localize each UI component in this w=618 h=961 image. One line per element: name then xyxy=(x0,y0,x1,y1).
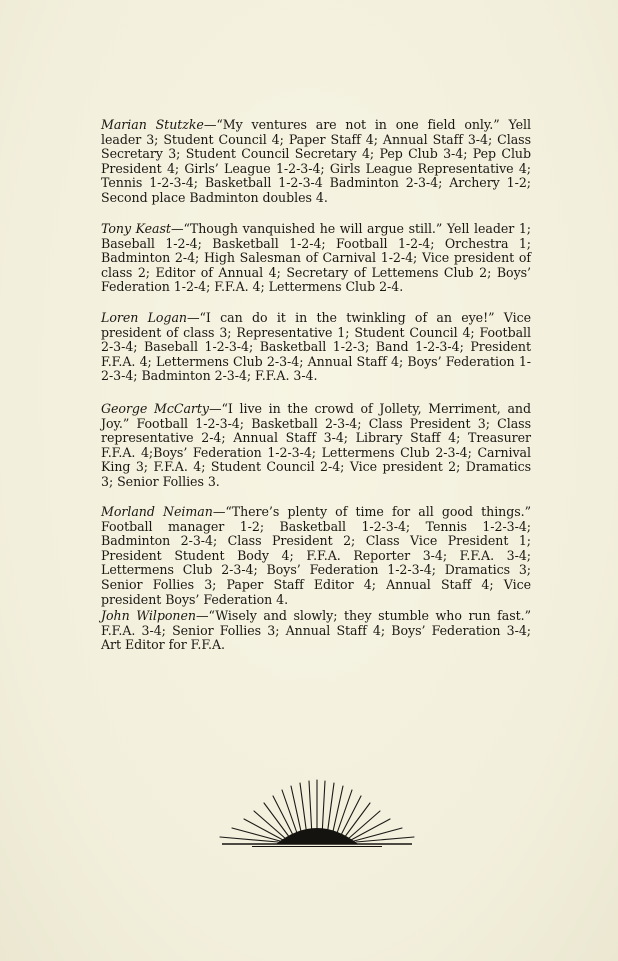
entry-body xyxy=(101,402,531,490)
senior-entry-morland-neiman xyxy=(101,505,531,607)
senior-description: —“My ventures are not in one field only.” Yell leader 3; Student Council 4; Paper Staff 4; Annual Staff 3-4; Class Secretary 3; Student Council Secretary 4; Pep Club 3-4; Pep Club President 4; Girls’ League 1-2-3-4; Girls League Representative 4; Tennis 1-2-3-4; Basketball 1-2-3-4 Badminton 2-3-4; Archery 1-2; Second place Badminton doubles 4. xyxy=(101,117,531,205)
senior-description: —“I can do it in the twinkling of an eye!” Vice president of class 3; Representative 1; Student Council 4; Football 2-3-4; Baseball 1-2-3-4; Basketball 1-2-3; Band 1-2-3-4; President F.F.A. 4; Lettermens Club 2-3-4; Annual Staff 4; Boys’ Federation 1-2-3-4; Badminton 2-3-4; F.F.A. 3-4. xyxy=(101,310,531,384)
senior-description: —“There’s plenty of time for all good things.” Football manager 1-2; Basketball 1-2-3-4; Tennis 1-2-3-4; Badminton 2-3-4; Class President 2; Class Vice President 1; President Student Body 4; F.F.A. Reporter 3-4; F.F.A. 3-4; Lettermens Club 2-3-4; Boys’ Federation 1-2-3-4; Dramatics 3; Senior Follies 3; Paper Staff Editor 4; Annual Staff 4; Vice president Boys’ Federation 4. xyxy=(101,504,532,607)
senior-description: —“Though vanquished he will argue still.” Yell leader 1; Baseball 1-2-4; Basketball 1-2-4; Football 1-2-4; Orchestra 1; Badminton 2-4; High Salesman of Carnival 1-2-4; Vice president of class 2; Editor of Annual 4; Secretary of Lettemens Club 2; Boys’ Federation 1-2-4; F.F.A. 4; Lettermens Club 2-4. xyxy=(101,221,531,295)
senior-entry-marian-stutzke xyxy=(101,118,531,206)
entry-body xyxy=(101,609,531,653)
sunrise-ornament-icon xyxy=(214,778,420,850)
senior-entry-george-mccarty xyxy=(101,402,531,490)
senior-description: —“Wisely and slowly; they stumble who run fast.” F.F.A. 3-4; Senior Follies 3; Annual Staff 4; Boys’ Federation 3-4; Art Editor for F.F.A. xyxy=(101,608,531,653)
senior-name: Marian Stutzke xyxy=(101,117,204,132)
senior-description: —“I live in the crowd of Jollety, Merriment, and Joy.” Football 1-2-3-4; Basketball 2-3-4; Class President 3; Class representative 2-4; Annual Staff 3-4; Library Staff 4; Treasurer F.F.A. 4;Boys’ Federation 1-2-3-4; Lettermens Club 2-3-4; Carnival King 3; F.F.A. 4; Student Council 2-4; Vice president 2; Dramatics 3; Senior Follies 3. xyxy=(101,401,531,489)
entry-body xyxy=(101,118,531,206)
senior-entry-john-wilponen xyxy=(101,609,531,653)
entry-body xyxy=(101,505,531,607)
senior-name: John Wilponen xyxy=(101,608,196,623)
senior-name: Tony Keast xyxy=(101,221,171,236)
senior-name: George McCarty xyxy=(101,401,209,416)
senior-entry-tony-keast xyxy=(101,222,531,295)
entry-body xyxy=(101,311,531,384)
entry-body xyxy=(101,222,531,295)
senior-name: Loren Logan xyxy=(101,310,187,325)
senior-entry-loren-logan xyxy=(101,311,531,384)
senior-name: Morland Neiman xyxy=(101,504,213,519)
